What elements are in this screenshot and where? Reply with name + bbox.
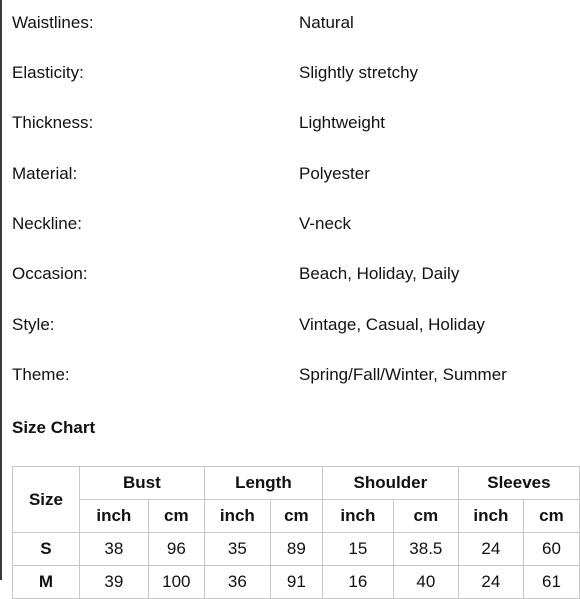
size-chart-table [12,466,580,599]
table-cell: 24 [458,566,523,599]
attribute-label: Material: [12,164,78,183]
table-cell: 24 [458,533,523,566]
attribute-label: Theme: [12,365,70,384]
attribute-row-neckline [0,211,580,237]
attribute-value: Beach, Holiday, Daily [299,264,460,283]
attribute-row-style [0,312,580,338]
attribute-label: Thickness: [12,113,94,132]
table-cell: 38.5 [393,533,458,566]
unit-header: inch [204,500,270,533]
table-row [13,533,580,566]
table-cell: 16 [322,566,393,599]
unit-header: cm [270,500,322,533]
table-row [13,566,580,599]
table-cell: 35 [204,533,270,566]
unit-header: inch [79,500,148,533]
group-header-length: Length [204,467,322,500]
attribute-row-material [0,161,580,187]
attribute-row-occasion [0,261,580,287]
attribute-row-thickness [0,110,580,136]
unit-header: cm [393,500,458,533]
attribute-value: Spring/Fall/Winter, Summer [299,365,507,384]
table-cell: 100 [148,566,204,599]
table-cell: 15 [322,533,393,566]
size-label: S [13,533,80,566]
attribute-label: Elasticity: [12,63,84,82]
unit-header: cm [148,500,204,533]
table-cell: 60 [523,533,579,566]
size-chart-title: Size Chart [12,418,96,437]
group-header-sleeves: Sleeves [458,467,579,500]
table-cell: 61 [523,566,579,599]
attribute-value: V-neck [299,214,351,233]
size-chart-group-header-row [13,467,580,500]
table-cell: 91 [270,566,322,599]
attribute-row-elasticity [0,60,580,86]
attribute-value: Slightly stretchy [299,63,419,82]
attribute-value: Lightweight [299,113,386,132]
size-chart-unit-header-row [13,500,580,533]
unit-header: inch [458,500,523,533]
size-label: M [13,566,80,599]
left-border-rule [0,0,2,580]
attribute-value: Vintage, Casual, Holiday [299,315,485,334]
table-cell: 40 [393,566,458,599]
table-cell: 39 [79,566,148,599]
attribute-value: Natural [299,13,354,32]
attribute-row-waistlines [0,10,580,36]
table-cell: 36 [204,566,270,599]
attribute-label: Waistlines: [12,13,94,32]
attribute-label: Occasion: [12,264,88,283]
group-header-bust: Bust [79,467,204,500]
size-column-header: Size [13,467,80,533]
table-cell: 89 [270,533,322,566]
attribute-label: Neckline: [12,214,82,233]
unit-header: cm [523,500,579,533]
table-cell: 96 [148,533,204,566]
table-cell: 38 [79,533,148,566]
attribute-row-theme [0,362,580,388]
unit-header: inch [322,500,393,533]
group-header-shoulder: Shoulder [322,467,458,500]
attribute-value: Polyester [299,164,370,183]
attribute-label: Style: [12,315,55,334]
